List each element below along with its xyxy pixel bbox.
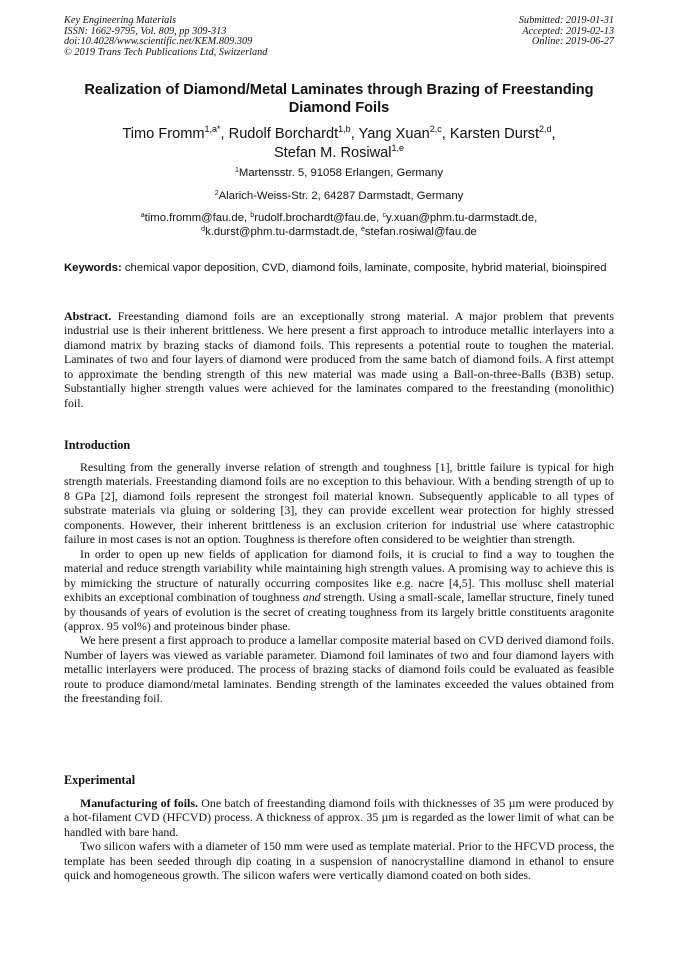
doi-line: doi:10.4028/www.scientific.net/KEM.809.309 xyxy=(64,36,253,47)
abstract-label: Abstract. xyxy=(64,309,112,323)
abstract-text: Freestanding diamond foils are an exceptionally strong material. A major problem that prevents industrial use is their inherent brittleness. We here present a first approach to introduce metallic interlayers into a diamond matrix by brazing stacks of diamond foils. This represents a potential route to toughen the material. Laminates of two and four layers of diamond were produced from the same batch of diamond foils. A first attempt to approximate the bending strength of this new material was made using a Ball-on-three-Balls (B3B) setup. Substantially higher strength values were achieved for the laminates compared to the freestanding (monolithic) foil. xyxy=(64,309,614,410)
author-separator: , xyxy=(441,126,450,142)
keywords xyxy=(64,261,614,275)
experimental-section xyxy=(64,796,614,883)
author-name: Karsten Durst xyxy=(449,126,540,142)
affiliation-1 xyxy=(64,166,614,180)
affiliation-mark: 2 xyxy=(214,190,219,197)
affiliation-address: Alarich-Weiss-Str. 2, 64287 Darmstadt, Germany xyxy=(218,190,464,202)
author-name: Yang Xuan xyxy=(358,126,430,142)
email-address: k.durst@phm.tu-darmstadt.de, xyxy=(205,226,361,238)
journal-name: Key Engineering Materials xyxy=(64,15,177,26)
email-mark: e xyxy=(360,226,365,233)
author-affiliation-mark: 1,b xyxy=(338,124,351,134)
affiliation-2 xyxy=(64,189,614,203)
paragraph-text: One batch of freestanding diamond foils with thicknesses of 35 µm were produced by a hot-filament CVD (HFCVD) process. A thickness of approx. 35 µm is regarded as the lower limit of what can be handled with bare hand. xyxy=(64,796,614,839)
online-date: Online: 2019-06-27 xyxy=(531,36,614,47)
author-list xyxy=(64,125,614,163)
experimental-heading: Experimental xyxy=(64,773,136,787)
run-in-heading: Manufacturing of foils. xyxy=(80,796,198,810)
email-address: y.xuan@phm.tu-darmstadt.de, xyxy=(385,212,538,224)
keywords-label: Keywords: xyxy=(64,262,122,274)
affiliation-address: Martensstr. 5, 91058 Erlangen, Germany xyxy=(238,167,443,179)
email-address: stefan.rosiwal@fau.de xyxy=(364,226,477,238)
author-separator: , xyxy=(220,126,229,142)
email-mark: c xyxy=(382,212,386,219)
paragraph: We here present a first approach to produce a lamellar composite material based on CVD derived diamond foils. Number of layers was viewed as variable parameter. Diamond foil laminates of two and four diamond layers with metallic interlayers were produced. The process of brazing stacks of diamond foils could be evaluated as feasible route to produce diamond/metal laminates. Bending strength of the laminates exceeded the values obtained from the freestanding foil. xyxy=(64,633,614,706)
submitted-date: Submitted: 2019-01-31 xyxy=(518,15,614,26)
email-address: rudolf.brochardt@fau.de, xyxy=(254,212,383,224)
accepted-date: Accepted: 2019-02-13 xyxy=(522,25,614,37)
author-affiliation-mark: 2,d xyxy=(539,124,552,134)
email-mark: d xyxy=(201,226,206,233)
emphasis-text: and xyxy=(302,590,321,605)
paragraph: Resulting from the generally inverse relation of strength and toughness [1], brittle failure is typical for high strength materials. Freestanding diamond foils are no exception to this behaviour. With a bending strength of up to 8 GPa [2], diamond foils represent the strongest foil material known. Subsequently applicable to all types of substrate materials via gluing or soldering [3], they can provide excellent wear protection for highly stressed components. However, their inherent brittleness is an exclusion criterion for industrial use where catastrophic failure in most cases is not an option. Toughness is therefore often considered to be weightier than strength. xyxy=(64,460,614,547)
paragraph xyxy=(64,547,614,634)
publication-dates xyxy=(519,16,614,48)
copyright-line: © 2019 Trans Tech Publications Ltd, Switzerland xyxy=(64,46,268,58)
email-address: timo.fromm@fau.de, xyxy=(144,212,251,224)
author-name: Timo Fromm xyxy=(122,126,205,142)
paragraph: Two silicon wafers with a diameter of 150 mm were used as template material. Prior to the HFCVD process, the template has been seeded through dip coating in a suspension of nanocrystalline diamond in ethanol to ensure quick and homogeneous growth. The silicon wafers were vertically diamond coated on both sides. xyxy=(64,839,614,883)
introduction-section xyxy=(64,460,614,706)
author-name: Rudolf Borchardt xyxy=(228,126,339,142)
paragraph-text: In order to open up new fields of application for diamond foils, it is crucial to find a way to toughen the material and reduce strength variability while maintaining high strength values. A promising way to achieve this is by mimicking the structure of naturally occurring composites like e.g. nacre [4,5]. This mollusc shell material exhibits an exceptional combination of toughness xyxy=(64,546,614,605)
journal-info xyxy=(64,16,267,58)
keywords-text: chemical vapor deposition, CVD, diamond foils, laminate, composite, hybrid material, bioinspired xyxy=(124,262,607,274)
author-affiliation-mark: 1,e xyxy=(391,143,405,153)
email-mark: b xyxy=(250,212,255,219)
affiliation-mark: 1 xyxy=(235,167,239,174)
author-separator: , xyxy=(350,126,359,142)
abstract xyxy=(64,309,614,410)
author-affiliation-mark: 1,a* xyxy=(204,124,221,134)
issn-line: ISSN: 1662-9795, Vol. 809, pp 309-313 xyxy=(64,25,227,37)
paragraph xyxy=(64,796,614,839)
author-name: Stefan M. Rosiwal xyxy=(273,145,392,161)
author-affiliation-mark: 2,c xyxy=(429,124,442,134)
author-separator: , xyxy=(551,126,556,142)
paragraph-text: strength. Using a small-scale, lamellar structure, finely tuned by thousands of years of evolution is the secret of creating toughness from its largely brittle constituents aragonite (approx. 95 vol%) and proteinous binder phase. xyxy=(64,590,614,633)
paper-title: Realization of Diamond/Metal Laminates through Brazing of Freestanding Diamond Foils xyxy=(84,82,594,116)
author-emails xyxy=(64,211,614,239)
email-mark: a xyxy=(140,212,145,219)
introduction-heading: Introduction xyxy=(64,438,131,452)
